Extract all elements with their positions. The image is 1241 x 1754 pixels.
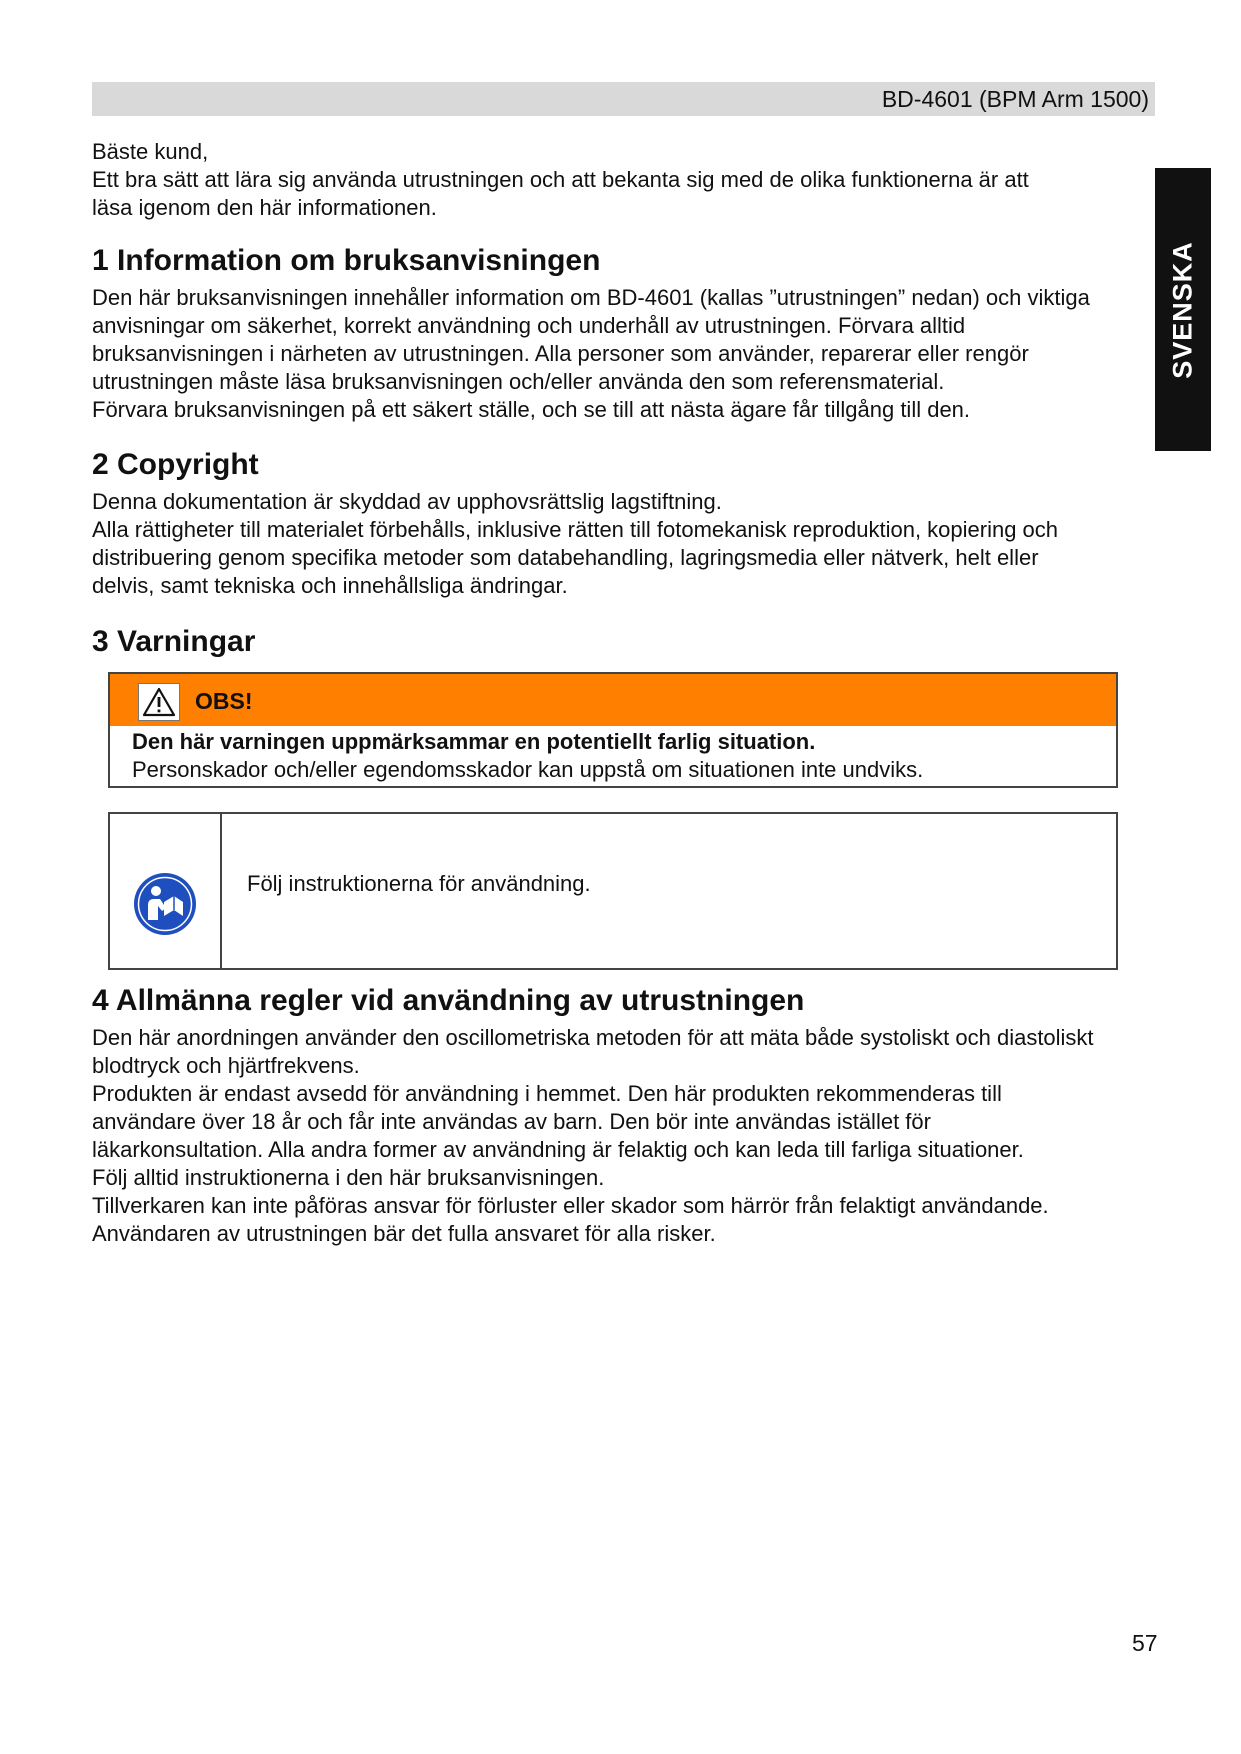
section-3-heading: 3 Varningar [92,625,256,658]
section-2-heading: 2 Copyright [92,448,259,481]
read-manual-icon [133,872,197,936]
section-4-line: Följ alltid instruktionerna i den här bruksanvisningen. [92,1165,605,1190]
section-4-line: Produkten är endast avsedd för användning i hemmet. Den här produkten rekommenderas till [92,1081,1002,1106]
language-tab [1155,168,1211,451]
section-1-line: Förvara bruksanvisningen på ett säkert ställe, och se till att nästa ägare får tillgång till den. [92,397,971,422]
section-1-line: bruksanvisningen i närheten av utrustningen. Alla personer som använder, reparerar eller rengör [92,341,1029,366]
document-model-title: BD-4601 (BPM Arm 1500) [881,86,1149,112]
section-1-line: Den här bruksanvisningen innehåller information om BD-4601 (kallas ”utrustningen” nedan) och viktiga [92,285,1090,310]
section-4 [92,983,1162,1248]
intro-block [92,138,1162,222]
page-number: 57 [1132,1630,1158,1656]
section-4-line: Tillverkaren kan inte påföras ansvar för förluster eller skador som härrör från felaktigt användande. [92,1193,1049,1218]
section-1 [92,243,1162,424]
section-2-line: distribuering genom specifika metoder som databehandling, lagringsmedia eller nätverk, helt eller [92,545,1039,570]
section-3 [92,624,1162,660]
warning-triangle-icon [138,683,180,721]
language-tab-label: SVENSKA [1167,240,1198,379]
section-2 [92,447,1162,600]
warning-bold-line: Den här varningen uppmärksammar en potentiellt farlig situation. [132,729,816,754]
section-4-line: blodtryck och hjärtfrekvens. [92,1053,360,1078]
instruction-icon-cell [110,814,222,968]
section-2-line: delvis, samt tekniska och innehållsliga ändringar. [92,573,568,598]
intro-line: Bäste kund, [92,139,209,164]
intro-line: Ett bra sätt att lära sig använda utrustningen och att bekanta sig med de olika funktionerna är att [92,167,1029,192]
warning-line: Personskador och/eller egendomsskador kan uppstå om situationen inte undviks. [132,757,924,782]
section-2-line: Alla rättigheter till materialet förbehålls, inklusive rätten till fotomekanisk reproduktion, kopiering och [92,517,1059,542]
section-4-line: läkarkonsultation. Alla andra former av användning är felaktig och kan leda till farliga situationer. [92,1137,1024,1162]
warning-label: OBS! [195,688,253,714]
section-4-line: Den här anordningen använder den oscillometriska metoden för att mäta både systoliskt och diastoliskt [92,1025,1094,1050]
instruction-text: Följ instruktionerna för användning. [247,871,591,896]
section-4-line: Användaren av utrustningen bär det fulla ansvaret för alla risker. [92,1221,716,1246]
header-bar [92,82,1155,116]
section-1-line: anvisningar om säkerhet, korrekt användning och underhåll av utrustningen. Förvara alltid [92,313,966,338]
section-1-line: utrustningen måste läsa bruksanvisningen och/eller använda den som referensmaterial. [92,369,945,394]
section-2-line: Denna dokumentation är skyddad av upphovsrättslig lagstiftning. [92,489,722,514]
intro-line: läsa igenom den här informationen. [92,195,437,220]
section-1-heading: 1 Information om bruksanvisningen [92,244,601,277]
instruction-box [108,812,1118,970]
warning-box [108,672,1118,788]
warning-header [110,674,1116,726]
warning-body [110,726,1116,784]
section-4-heading: 4 Allmänna regler vid användning av utrustningen [92,984,805,1017]
section-4-line: användare över 18 år och får inte användas av barn. Den bör inte användas istället för [92,1109,931,1134]
